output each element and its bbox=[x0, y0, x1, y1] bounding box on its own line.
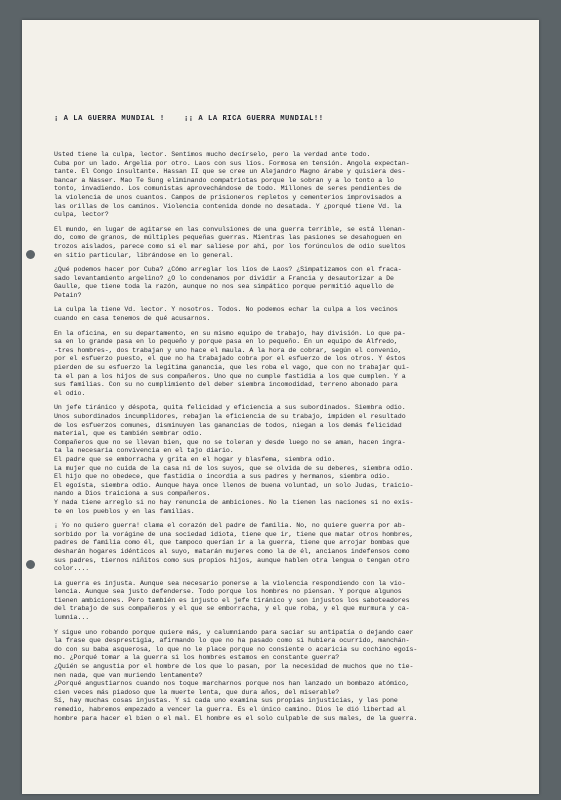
text-line: tonto, invadiendo. Los comunistas aprovechándose de todo. Millones de seres pendientes de bbox=[54, 185, 402, 193]
binder-hole bbox=[26, 560, 35, 569]
paragraph bbox=[54, 266, 538, 300]
paragraph bbox=[54, 226, 538, 260]
paragraph bbox=[54, 439, 538, 456]
text-line: Y nada tiene arreglo si no hay renuncia de ambiciones. No la tienen las naciones si no exis- bbox=[54, 498, 414, 506]
typewritten-text bbox=[54, 98, 538, 740]
text-line: bancar a Nasser. Mao Te Sung eliminando compatriotas porque le sobran y a lo tonto a lo bbox=[54, 176, 394, 184]
text-line: nando a Dios traiciona a sus compañeros. bbox=[54, 490, 211, 498]
text-line: hombre para hacer el bien o el mal. El hombre es el solo culpable de sus males, de la guerra. bbox=[54, 714, 418, 722]
text-line: sus padres, tiernos niñitos como sus propios hijos, aunque hablen otra lengua o tengan otro bbox=[54, 556, 410, 564]
text-line: culpa, lector? bbox=[54, 211, 109, 219]
text-line: cuando en casa tenemos de qué acusarnos. bbox=[54, 315, 211, 323]
text-line: Sí, hay muchas cosas injustas. Y si cada uno examina sus propias injusticias, y las pone bbox=[54, 697, 398, 705]
headline: ¡ A LA GUERRA MUNDIAL ! ¡¡ A LA RICA GUERRA MUNDIAL!! bbox=[54, 115, 324, 124]
text-line: color.... bbox=[54, 565, 90, 573]
text-line: Compañeros que no se llevan bien, que no se toleran y desde luego no se aman, hacen ingra- bbox=[54, 438, 406, 446]
paragraph bbox=[54, 629, 538, 663]
text-line: El egoísta, siembra odio. Aunque haya once llenos de buena voluntad, un solo Judas, traicio- bbox=[54, 481, 414, 489]
text-line: pierden de su esfuerzo la legítima ganancia, que les roba el vago, que con no trabajar qui- bbox=[54, 364, 410, 372]
text-line: el odio. bbox=[54, 389, 86, 397]
paragraph bbox=[54, 522, 538, 574]
text-line: padres de familia como él, que tampoco querían ir a la guerra, tiene que arrojar bombas que bbox=[54, 539, 410, 547]
text-line: de los esfuerzos comunes, disminuyen las ganancias de todos, niegan a los demás felicidad bbox=[54, 421, 402, 429]
paragraph bbox=[54, 663, 538, 680]
text-line: tante. El Congo insultante. Hassan II que se cree un Alejandro Magno árabe y quisiera des- bbox=[54, 168, 406, 176]
text-line: sado levantamiento argelino? ¿O lo condenamos por dividir a Francia y desautorizar a De bbox=[54, 274, 394, 282]
paragraph bbox=[54, 330, 538, 399]
text-line: -tres hombres-, dos trabajan y uno hace el maula. A la hora de cobrar, según el convenio, bbox=[54, 346, 402, 354]
text-line: nen nada, que van muriendo lentamente? bbox=[54, 671, 203, 679]
text-line: la violencia de unos cuantos. Campos de prisioneros repletos y cementerios improvisados a bbox=[54, 193, 402, 201]
paragraph bbox=[54, 473, 538, 482]
text-line: do, como de granos, de múltiples pequeñas guerras. Mientras las pasiones se desahoguen en bbox=[54, 234, 402, 242]
paragraph bbox=[54, 151, 538, 220]
text-line: ¡ Yo no quiero guerra! clama el corazón del padre de familia. No, no quiere guerra por ab- bbox=[54, 522, 406, 530]
text-line: sorbido por la vorágine de una sociedad idiota, tiene que ir, tiene que matar otros hombres, bbox=[54, 530, 414, 538]
binder-holes bbox=[26, 20, 36, 794]
text-line: trozos aislados, parece como si el mar saliese por ahí, por los forúnculos de odio sueltos bbox=[54, 242, 406, 250]
text-line: El mundo, en lugar de agitarse en las convulsiones de una guerra terrible, se está llenan- bbox=[54, 225, 406, 233]
document-page bbox=[22, 20, 539, 794]
paragraph bbox=[54, 456, 538, 465]
text-line: ¿Porqué angustiarnos cuando nos toque marcharnos porque nos han lanzado un bombazo atómico, bbox=[54, 680, 410, 688]
text-line: ¿Qué podemos hacer por Cuba? ¿Cómo arreglar los líos de Laos? ¿Simpatizamos con el fraca- bbox=[54, 266, 402, 274]
paragraph bbox=[54, 680, 538, 697]
text-line: El padre que se emborracha y grita en el hogar y blasfema, siembra odio. bbox=[54, 455, 336, 463]
binder-hole bbox=[26, 250, 35, 259]
text-line: Un jefe tiránico y déspota, quita felicidad y eficiencia a sus subordinados. Siembra odio. bbox=[54, 404, 406, 412]
text-line: del trabajo de sus compañeros y el que se emborracha, y el que roba, y el que murmura y ca- bbox=[54, 605, 410, 613]
text-line: La guerra es injusta. Aunque sea necesario ponerse a la violencia respondiendo con la vio- bbox=[54, 579, 406, 587]
paragraph bbox=[54, 580, 538, 623]
text-line: material, que es también sembrar odio. bbox=[54, 430, 203, 438]
text-line: mo. ¿Porqué tomar a la guerra si los hombres estamos en constante guerra? bbox=[54, 654, 340, 662]
paragraph bbox=[54, 499, 538, 516]
text-line: Gaulle, que tiene toda la razón, aunque no nos sea simpático porque permitió aquello de bbox=[54, 283, 394, 291]
text-line: ¿Quién se angustia por el hombre de los que lo pasan, por la necesidad de muchos que no tie- bbox=[54, 663, 414, 671]
paragraph bbox=[54, 404, 538, 438]
text-line: ta el pan a los hijos de sus compañeros. Uno que no cumple fastidia a los que cumplen. Y a bbox=[54, 372, 406, 380]
document-body bbox=[54, 151, 538, 723]
text-line: lencia. Aunque sea justo defenderse. Todo porque los hombres no piensan. Y porque algunos bbox=[54, 588, 402, 596]
text-line: El hijo que no obedece, que fastidia o incordia a sus padres y hermanos, siembra odio. bbox=[54, 473, 390, 481]
text-line: Usted tiene la culpa, lector. Sentimos mucho decírselo, pero la verdad ante todo. bbox=[54, 150, 371, 158]
text-line: do con su baba asquerosa, lo que no le place porque no consiente o acaricia su cochino egoís- bbox=[54, 645, 418, 653]
text-line: En la oficina, en su departamento, en su mismo equipo de trabajo, hay división. Lo que pa- bbox=[54, 329, 406, 337]
text-line: por el esfuerzo puesto, el que no ha trabajado cobra por el esfuerzo de los otros. Y éstos bbox=[54, 355, 406, 363]
text-line: lumnia... bbox=[54, 614, 90, 622]
text-line: la frase que desprestigia, afirmando lo que no ha pasado como si hubiera ocurrido, manchán- bbox=[54, 637, 410, 645]
text-line: tienen ambiciones. Pero también es injusto el jefe tiránico y son injustos los saboteadores bbox=[54, 596, 410, 604]
text-line: en sitio particular, librándose en lo general. bbox=[54, 251, 234, 259]
text-line: Cuba por un lado. Argelia por otro. Laos con sus líos. Formosa en tensión. Angola expectan- bbox=[54, 159, 410, 167]
text-line: sus familias. Con su no cumplimiento del deber siembra incomodidad, terreno abonado para bbox=[54, 381, 398, 389]
text-line: La mujer que no cuida de la casa ni de los suyos, que se olvida de su deberes, siembra odio. bbox=[54, 464, 414, 472]
paragraph bbox=[54, 306, 538, 323]
text-line: Petain? bbox=[54, 291, 82, 299]
text-line: desharán hogares idénticos al suyo, matarán mujeres como la de él, ancianos indefensos como bbox=[54, 547, 410, 555]
text-line: Y sigue uno robando porque quiere más, y calumniando para saciar su antipatía o dejando caer bbox=[54, 628, 414, 636]
text-line: ta la necesaria convivencia en el tajo diario. bbox=[54, 447, 234, 455]
text-line: las orillas de los caminos. Violencia contenida donde no desatada. Y ¿porqué tiene Vd. la bbox=[54, 202, 402, 210]
text-line: sa en lo grande pasa en lo pequeño y porque pasa en lo pequeño. En un equipo de Alfredo, bbox=[54, 338, 398, 346]
paragraph bbox=[54, 482, 538, 499]
text-line: cien veces más piadoso que la muerte lenta, que dura años, del miserable? bbox=[54, 688, 340, 696]
text-line: te en los pueblos y en las familias. bbox=[54, 507, 195, 515]
text-line: remedio, habremos empezado a vencer la guerra. Es el único camino. Dios le dió libertad al bbox=[54, 706, 406, 713]
text-line: Unos subordinados incumplidores, rebajan la eficiencia de su trabajo, impiden el resultado bbox=[54, 413, 406, 420]
paragraph bbox=[54, 697, 538, 723]
paragraph bbox=[54, 465, 538, 474]
text-line: La culpa la tiene Vd. lector. Y nosotros. Todos. No podemos echar la culpa a los vecinos bbox=[54, 306, 398, 314]
